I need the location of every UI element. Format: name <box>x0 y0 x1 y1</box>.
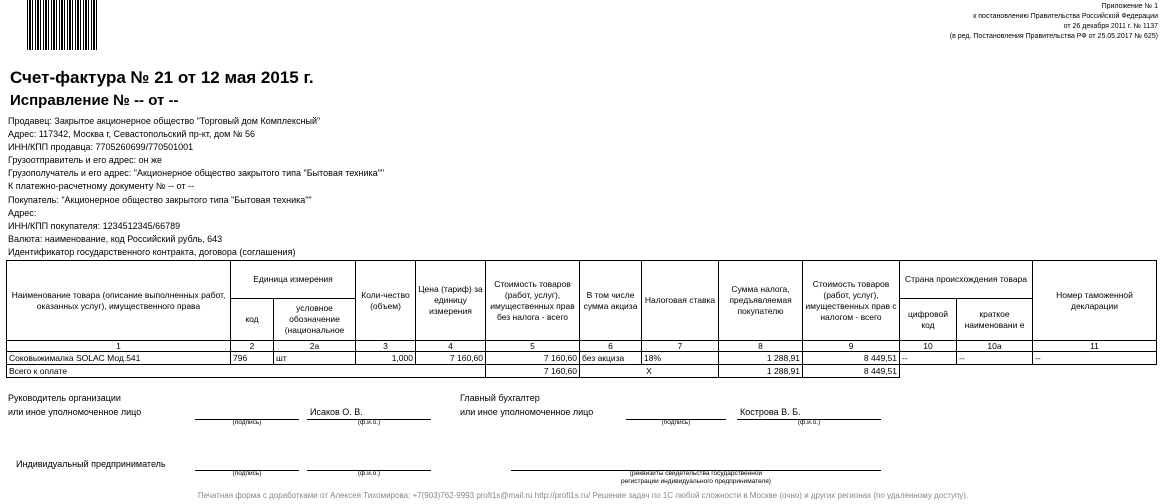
head-label-2: или иное уполномоченное лицо <box>8 407 142 417</box>
payment-document: К платежно-расчетному документу № -- от -- <box>8 181 194 192</box>
currency: Валюта: наименование, код Российский рубль, 643 <box>8 233 223 244</box>
buyer: Покупатель: "Акционерное общество закрытого типа "Бытовая техника"" <box>8 194 312 205</box>
column-number: 4 <box>416 341 486 352</box>
appendix-note <box>950 2 1158 42</box>
appendix-line: от 26 декабря 2011 г. № 1137 <box>1063 23 1158 30</box>
accountant-label-1: Главный бухгалтер <box>460 393 540 403</box>
column-number: 9 <box>803 341 900 352</box>
column-number: 2а <box>274 341 356 352</box>
accountant-fio-hint: (ф.и.о.) <box>797 419 821 426</box>
appendix-line: (в ред. Постановления Правительства РФ от 25.05.2017 № 625) <box>949 33 1158 40</box>
header-country-name: краткое наименовани е <box>957 299 1033 341</box>
header-country-code: цифровой код <box>900 299 957 341</box>
header-tax-rate: Налоговая ставка <box>642 261 719 341</box>
head-label-1: Руководитель организации <box>8 393 121 403</box>
header-unit-code: код <box>231 299 274 341</box>
total-label: Всего к оплате <box>7 365 486 378</box>
head-signature-hint: (подпись) <box>232 419 262 426</box>
column-number: 3 <box>356 341 416 352</box>
cell-excise: без акциза <box>580 352 642 365</box>
seller-address: Адрес: 117342, Москва г, Севастопольский пр-кт, дом № 56 <box>8 129 256 140</box>
appendix-line: Приложение № 1 <box>1101 3 1158 10</box>
cell-cost-no-tax: 7 160,60 <box>486 352 580 365</box>
buyer-inn: ИНН/КПП покупателя: 1234512345/66789 <box>8 220 181 231</box>
invoice-details <box>8 115 384 259</box>
total-cost-no-tax: 7 160,60 <box>486 365 580 378</box>
total-row <box>7 365 1157 378</box>
empty-cell <box>900 365 957 378</box>
column-number: 10 <box>900 341 957 352</box>
invoice-title: Счет-фактура № 21 от 12 мая 2015 г. <box>10 68 314 87</box>
cell-country-name: -- <box>957 352 1033 365</box>
cell-qty: 1,000 <box>356 352 416 365</box>
seller: Продавец: Закрытое акционерное общество "Торговый дом Комплексный" <box>8 116 321 126</box>
column-number: 8 <box>719 341 803 352</box>
header-qty: Коли-чество (объем) <box>356 261 416 341</box>
head-fio-hint: (ф.и.о.) <box>357 419 381 426</box>
cell-price: 7 160,60 <box>416 352 486 365</box>
total-excise: Х <box>580 365 719 378</box>
accountant-name: Кострова В. Б. <box>740 407 801 417</box>
header-country: Страна происхождения товара <box>900 261 1033 299</box>
header-excise: В том числе сумма акциза <box>580 261 642 341</box>
certificate-hint-2: регистрации индивидуального предпринимателя) <box>621 478 771 485</box>
cell-customs: -- <box>1033 352 1157 365</box>
column-number: 10а <box>957 341 1033 352</box>
column-number: 2 <box>231 341 274 352</box>
header-tax-sum: Сумма налога, предъявляемая покупателю <box>719 261 803 341</box>
header-name: Наименование товара (описание выполненных работ, оказанных услуг), имущественного права <box>7 261 231 341</box>
empty-cell <box>957 365 1033 378</box>
header-cost-with-tax: Стоимость товаров (работ, услуг), имущественных прав с налогом - всего <box>803 261 900 341</box>
shipper: Грузоотправитель и его адрес: он же <box>8 155 162 166</box>
certificate-hint-1: (реквизиты свидетельства государственной <box>629 470 763 477</box>
cell-tax-sum: 1 288,91 <box>719 352 803 365</box>
entrepreneur-signature-hint: (подпись) <box>232 470 262 477</box>
column-number: 6 <box>580 341 642 352</box>
cell-name: Соковыжималка SOLAC Мод.541 <box>7 352 231 365</box>
head-name: Исаков О. В. <box>310 407 363 417</box>
entrepreneur-label: Индивидуальный предприниматель <box>16 459 166 469</box>
cell-cost-with-tax: 8 449,51 <box>803 352 900 365</box>
cell-unit-symbol: шт <box>274 352 356 365</box>
header-unit-symbol: условное обозначение (национальное <box>274 299 356 341</box>
table-row <box>7 352 1157 365</box>
column-number: 11 <box>1033 341 1157 352</box>
invoice-table <box>6 260 1157 378</box>
buyer-address: Адрес: <box>8 207 37 218</box>
cell-unit-code: 796 <box>231 352 274 365</box>
consignee: Грузополучатель и его адрес: "Акционерное общество закрытого типа "Бытовая техника"" <box>8 168 385 179</box>
accountant-label-2: или иное уполномоченное лицо <box>460 407 594 417</box>
contract-id: Идентификатор государственного контракта, договора (соглашения) <box>8 246 296 257</box>
header-unit: Единица измерения <box>231 261 356 299</box>
total-tax-sum: 1 288,91 <box>719 365 803 378</box>
header-price: Цена (тариф) за единицу измерения <box>416 261 486 341</box>
correction-title: Исправление № -- от -- <box>10 92 179 109</box>
barcode <box>27 0 99 50</box>
column-number: 7 <box>642 341 719 352</box>
footer-note: Печатная форма с доработками от Алексея Тихомирова: +7(903)762-9993 profi1s@mail.ru http://profi1s.ru/ Решение задач по 1С любой сложности в Москве (очно) и других регионах (по удаленному доступу). <box>197 491 969 500</box>
appendix-line: к постановлению Правительства Российской Федерации <box>973 13 1158 20</box>
cell-tax-rate: 18% <box>642 352 719 365</box>
accountant-signature-hint: (подпись) <box>661 419 691 426</box>
cell-country-code: -- <box>900 352 957 365</box>
column-number: 1 <box>7 341 231 352</box>
seller-inn: ИНН/КПП продавца: 7705260699/770501001 <box>8 142 194 153</box>
empty-cell <box>1033 365 1157 378</box>
header-customs: Номер таможенной декларации <box>1033 261 1157 341</box>
entrepreneur-fio-hint: (ф.и.о.) <box>357 470 381 477</box>
total-cost-with-tax: 8 449,51 <box>803 365 900 378</box>
column-number: 5 <box>486 341 580 352</box>
header-cost-no-tax: Стоимость товаров (работ, услуг), имущественных прав без налога - всего <box>486 261 580 341</box>
column-numbers-row <box>7 341 1157 352</box>
